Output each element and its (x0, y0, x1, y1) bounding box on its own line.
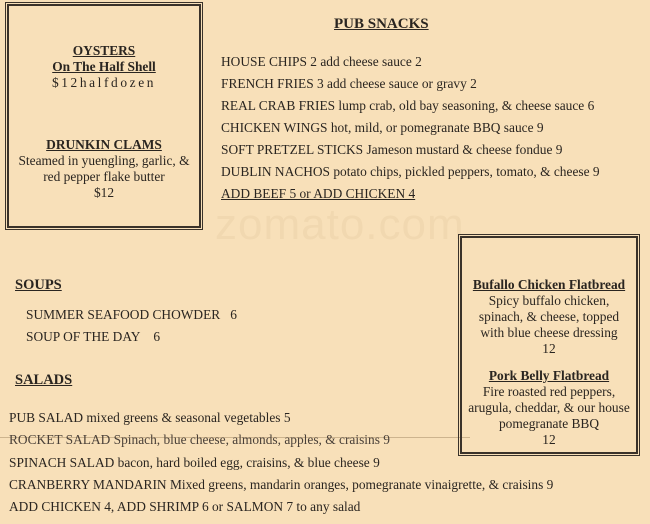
menu-item: CRANBERRY MANDARIN Mixed greens, mandarin oranges, pomegranate vinaigrette, & craisins 9 (9, 477, 554, 492)
menu-item: SUMMER SEAFOOD CHOWDER 6 (26, 307, 237, 322)
soups-title: SOUPS (15, 277, 62, 293)
pub-snacks-title: PUB SNACKS (334, 16, 429, 32)
menu-item: SPINACH SALAD bacon, hard boiled egg, craisins, & blue cheese 9 (9, 455, 380, 470)
oysters-price: $12halfdozen (51, 75, 157, 90)
watermark: zomato.com (215, 200, 465, 249)
clams-desc: Steamed in yuengling, garlic, & (18, 153, 190, 168)
menu-item: DUBLIN NACHOS potato chips, pickled peppers, tomato, & cheese 9 (221, 164, 600, 179)
flatbread-desc: Fire roasted red peppers, (482, 384, 616, 399)
flatbread-desc: Spicy buffalo chicken, (488, 293, 610, 308)
oysters-subtitle: On The Half Shell (52, 59, 156, 74)
menu-item: FRENCH FRIES 3 add cheese sauce or gravy 2 (221, 76, 477, 91)
flatbread-box (458, 234, 640, 456)
oysters-clams-box (5, 2, 203, 230)
flatbread-desc: pomegranate BBQ (498, 416, 600, 431)
menu-item: REAL CRAB FRIES lump crab, old bay seasoning, & cheese sauce 6 (221, 98, 595, 113)
addon-note: ADD BEEF 5 or ADD CHICKEN 4 (221, 186, 416, 201)
flatbread-title: Bufallo Chicken Flatbread (472, 277, 626, 292)
menu-item: SOFT PRETZEL STICKS Jameson mustard & cheese fondue 9 (221, 142, 563, 157)
menu-item: PUB SALAD mixed greens & seasonal vegetables 5 (9, 410, 291, 425)
flatbread-price: 12 (542, 432, 556, 447)
menu-item: ROCKET SALAD Spinach, blue cheese, almonds, apples, & craisins 9 (9, 432, 390, 447)
oysters-title: OYSTERS (72, 43, 136, 58)
flatbread-price: 12 (542, 341, 556, 356)
clams-price: $12 (93, 185, 115, 200)
flatbread-desc: spinach, & cheese, topped (478, 309, 620, 324)
menu-item: SOUP OF THE DAY 6 (26, 329, 161, 344)
flatbread-title: Pork Belly Flatbread (488, 368, 610, 383)
clams-title: DRUNKIN CLAMS (46, 137, 162, 152)
salads-title: SALADS (15, 372, 73, 388)
flatbread-desc: with blue cheese dressing (480, 325, 618, 340)
menu-item: CHICKEN WINGS hot, mild, or pomegranate BBQ sauce 9 (221, 120, 544, 135)
menu-item: ADD CHICKEN 4, ADD SHRIMP 6 or SALMON 7 to any salad (9, 499, 361, 514)
flatbread-desc: arugula, cheddar, & our house (468, 400, 630, 415)
clams-desc: red pepper flake butter (43, 169, 165, 184)
menu-item: HOUSE CHIPS 2 add cheese sauce 2 (221, 54, 422, 69)
